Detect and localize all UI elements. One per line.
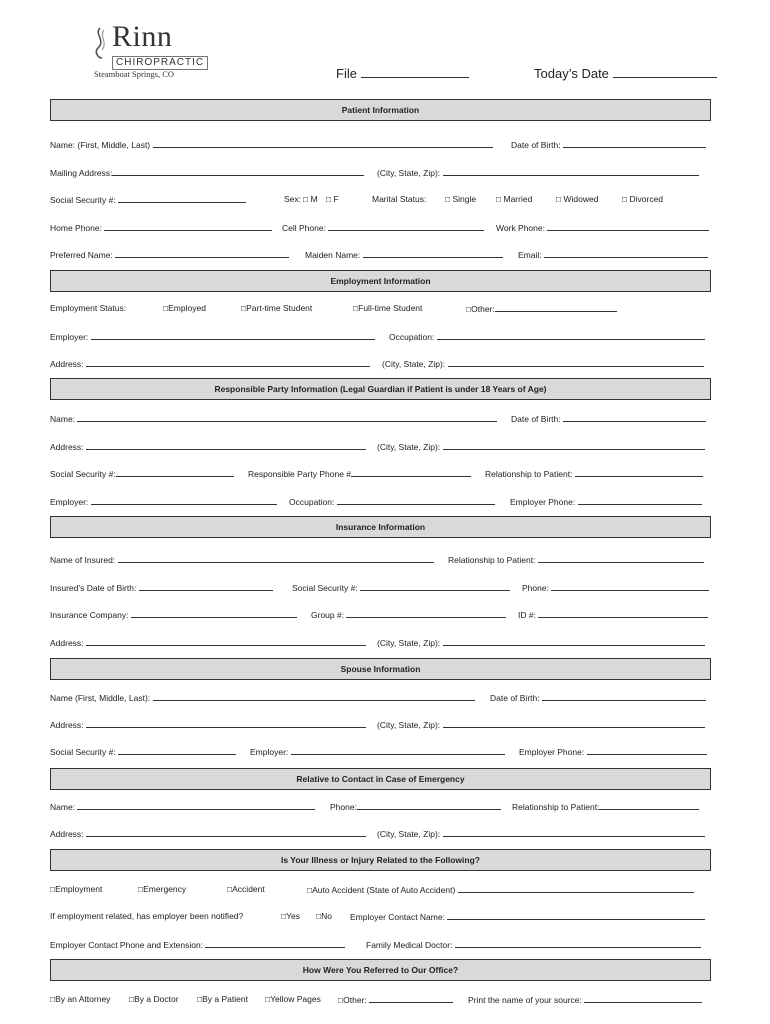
section-spouse-information: Spouse Information [50, 658, 711, 680]
employer-contact-name-field[interactable]: Employer Contact Name: [350, 911, 705, 922]
patient-ssn-field[interactable]: Social Security #: [50, 194, 246, 205]
spouse-name-field[interactable]: Name (First, Middle, Last): [50, 692, 475, 703]
full-time-student-checkbox[interactable]: □Full-time Student [353, 303, 423, 313]
clinic-logo [90, 20, 205, 80]
insurance-city-field[interactable]: (City, State, Zip): [377, 637, 705, 648]
employment-related-checkbox[interactable]: □Employment [50, 884, 103, 894]
spouse-employer-phone-field[interactable]: Employer Phone: [519, 746, 707, 757]
file-field[interactable]: File [336, 66, 469, 81]
emergency-name-field[interactable]: Name: [50, 801, 315, 812]
by-patient-checkbox[interactable]: □By a Patient [197, 994, 248, 1004]
family-doctor-field[interactable]: Family Medical Doctor: [366, 939, 701, 950]
occupation-field[interactable]: Occupation: [389, 331, 705, 342]
emergency-address-field[interactable]: Address: [50, 828, 366, 839]
responsible-employer-phone-field[interactable]: Employer Phone: [510, 496, 702, 507]
patient-dob-field[interactable]: Date of Birth: [511, 139, 706, 150]
part-time-student-checkbox[interactable]: □Part-time Student [241, 303, 313, 313]
responsible-city-field[interactable]: (City, State, Zip): [377, 441, 705, 452]
responsible-relationship-field[interactable]: Relationship to Patient: [485, 468, 703, 479]
section-patient-information: Patient Information [50, 99, 711, 121]
yellow-pages-checkbox[interactable]: □Yellow Pages [265, 994, 321, 1004]
referral-source-field[interactable]: Print the name of your source: [468, 994, 702, 1005]
other-employment-checkbox[interactable]: □Other: [466, 303, 617, 314]
emergency-city-field[interactable]: (City, State, Zip): [377, 828, 705, 839]
logo-name: Rinn [112, 20, 173, 53]
section-insurance-information: Insurance Information [50, 516, 711, 538]
sex-m-checkbox[interactable]: □ M [303, 194, 318, 204]
logo-subtitle: CHIROPRACTIC [112, 56, 208, 70]
spouse-address-field[interactable]: Address: [50, 719, 366, 730]
responsible-ssn-field[interactable]: Social Security #: [50, 468, 234, 479]
insured-phone-field[interactable]: Phone: [522, 582, 709, 593]
responsible-dob-field[interactable]: Date of Birth: [511, 413, 706, 424]
insured-dob-field[interactable]: Insured’s Date of Birth: [50, 582, 273, 593]
home-phone-field[interactable]: Home Phone: [50, 222, 272, 233]
mailing-address-field[interactable]: Mailing Address: [50, 167, 364, 178]
emergency-relationship-field[interactable]: Relationship to Patient: [512, 801, 699, 812]
insured-name-field[interactable]: Name of Insured: [50, 554, 434, 565]
employer-city-field[interactable]: (City, State, Zip): [382, 358, 704, 369]
responsible-name-field[interactable]: Name: [50, 413, 497, 424]
notified-yes-checkbox[interactable]: □Yes [281, 911, 301, 921]
logo-swirl-icon [90, 26, 110, 60]
insurance-address-field[interactable]: Address: [50, 637, 366, 648]
responsible-occupation-field[interactable]: Occupation: [289, 496, 495, 507]
section-referral: How Were You Referred to Our Office? [50, 959, 711, 981]
spouse-ssn-field[interactable]: Social Security #: [50, 746, 236, 757]
emergency-related-checkbox[interactable]: □Emergency [138, 884, 187, 894]
widowed-checkbox[interactable]: □ Widowed [556, 194, 599, 204]
accident-checkbox[interactable]: □Accident [227, 884, 265, 894]
id-number-field[interactable]: ID #: [518, 609, 708, 620]
logo-city: Steamboat Springs, CO [94, 69, 175, 79]
responsible-phone-field[interactable]: Responsible Party Phone # [248, 468, 471, 479]
marital-status-label: Marital Status: [372, 194, 427, 204]
insured-relationship-field[interactable]: Relationship to Patient: [448, 554, 704, 565]
sex-f-checkbox[interactable]: □ F [326, 194, 339, 204]
maiden-name-field[interactable]: Maiden Name: [305, 249, 503, 260]
other-referral-field[interactable]: □Other: [338, 994, 453, 1005]
insured-ssn-field[interactable]: Social Security #: [292, 582, 510, 593]
by-attorney-checkbox[interactable]: □By an Attorney [50, 994, 111, 1004]
employer-notified-label: If employment related, has employer been notified? [50, 911, 244, 921]
notified-no-checkbox[interactable]: □No [316, 911, 332, 921]
work-phone-field[interactable]: Work Phone: [496, 222, 709, 233]
auto-accident-field[interactable]: □Auto Accident (State of Auto Accident) [307, 884, 694, 895]
cell-phone-field[interactable]: Cell Phone: [282, 222, 484, 233]
divorced-checkbox[interactable]: □ Divorced [622, 194, 664, 204]
section-emergency-contact: Relative to Contact in Case of Emergency [50, 768, 711, 790]
employed-checkbox[interactable]: □Employed [163, 303, 206, 313]
single-checkbox[interactable]: □ Single [445, 194, 477, 204]
employer-contact-phone-field[interactable]: Employer Contact Phone and Extension: [50, 939, 345, 950]
email-field[interactable]: Email: [518, 249, 708, 260]
group-number-field[interactable]: Group #: [311, 609, 506, 620]
emergency-phone-field[interactable]: Phone: [330, 801, 501, 812]
section-illness-injury: Is Your Illness or Injury Related to the Following? [50, 849, 711, 871]
section-employment-information: Employment Information [50, 270, 711, 292]
sex-label: Sex: [284, 194, 302, 204]
employer-field[interactable]: Employer: [50, 331, 375, 342]
mailing-city-field[interactable]: (City, State, Zip): [377, 167, 699, 178]
preferred-name-field[interactable]: Preferred Name: [50, 249, 289, 260]
todays-date-field[interactable]: Today’s Date [534, 66, 717, 81]
responsible-employer-field[interactable]: Employer: [50, 496, 277, 507]
section-responsible-party: Responsible Party Information (Legal Guardian if Patient is under 18 Years of Age) [50, 378, 711, 400]
married-checkbox[interactable]: □ Married [496, 194, 533, 204]
patient-name-field[interactable]: Name: (First, Middle, Last) [50, 139, 493, 150]
spouse-employer-field[interactable]: Employer: [250, 746, 505, 757]
spouse-city-field[interactable]: (City, State, Zip): [377, 719, 705, 730]
insurance-company-field[interactable]: Insurance Company: [50, 609, 297, 620]
employer-address-field[interactable]: Address: [50, 358, 370, 369]
responsible-address-field[interactable]: Address: [50, 441, 366, 452]
employment-status-label: Employment Status: [50, 303, 127, 313]
by-doctor-checkbox[interactable]: □By a Doctor [129, 994, 179, 1004]
spouse-dob-field[interactable]: Date of Birth: [490, 692, 706, 703]
